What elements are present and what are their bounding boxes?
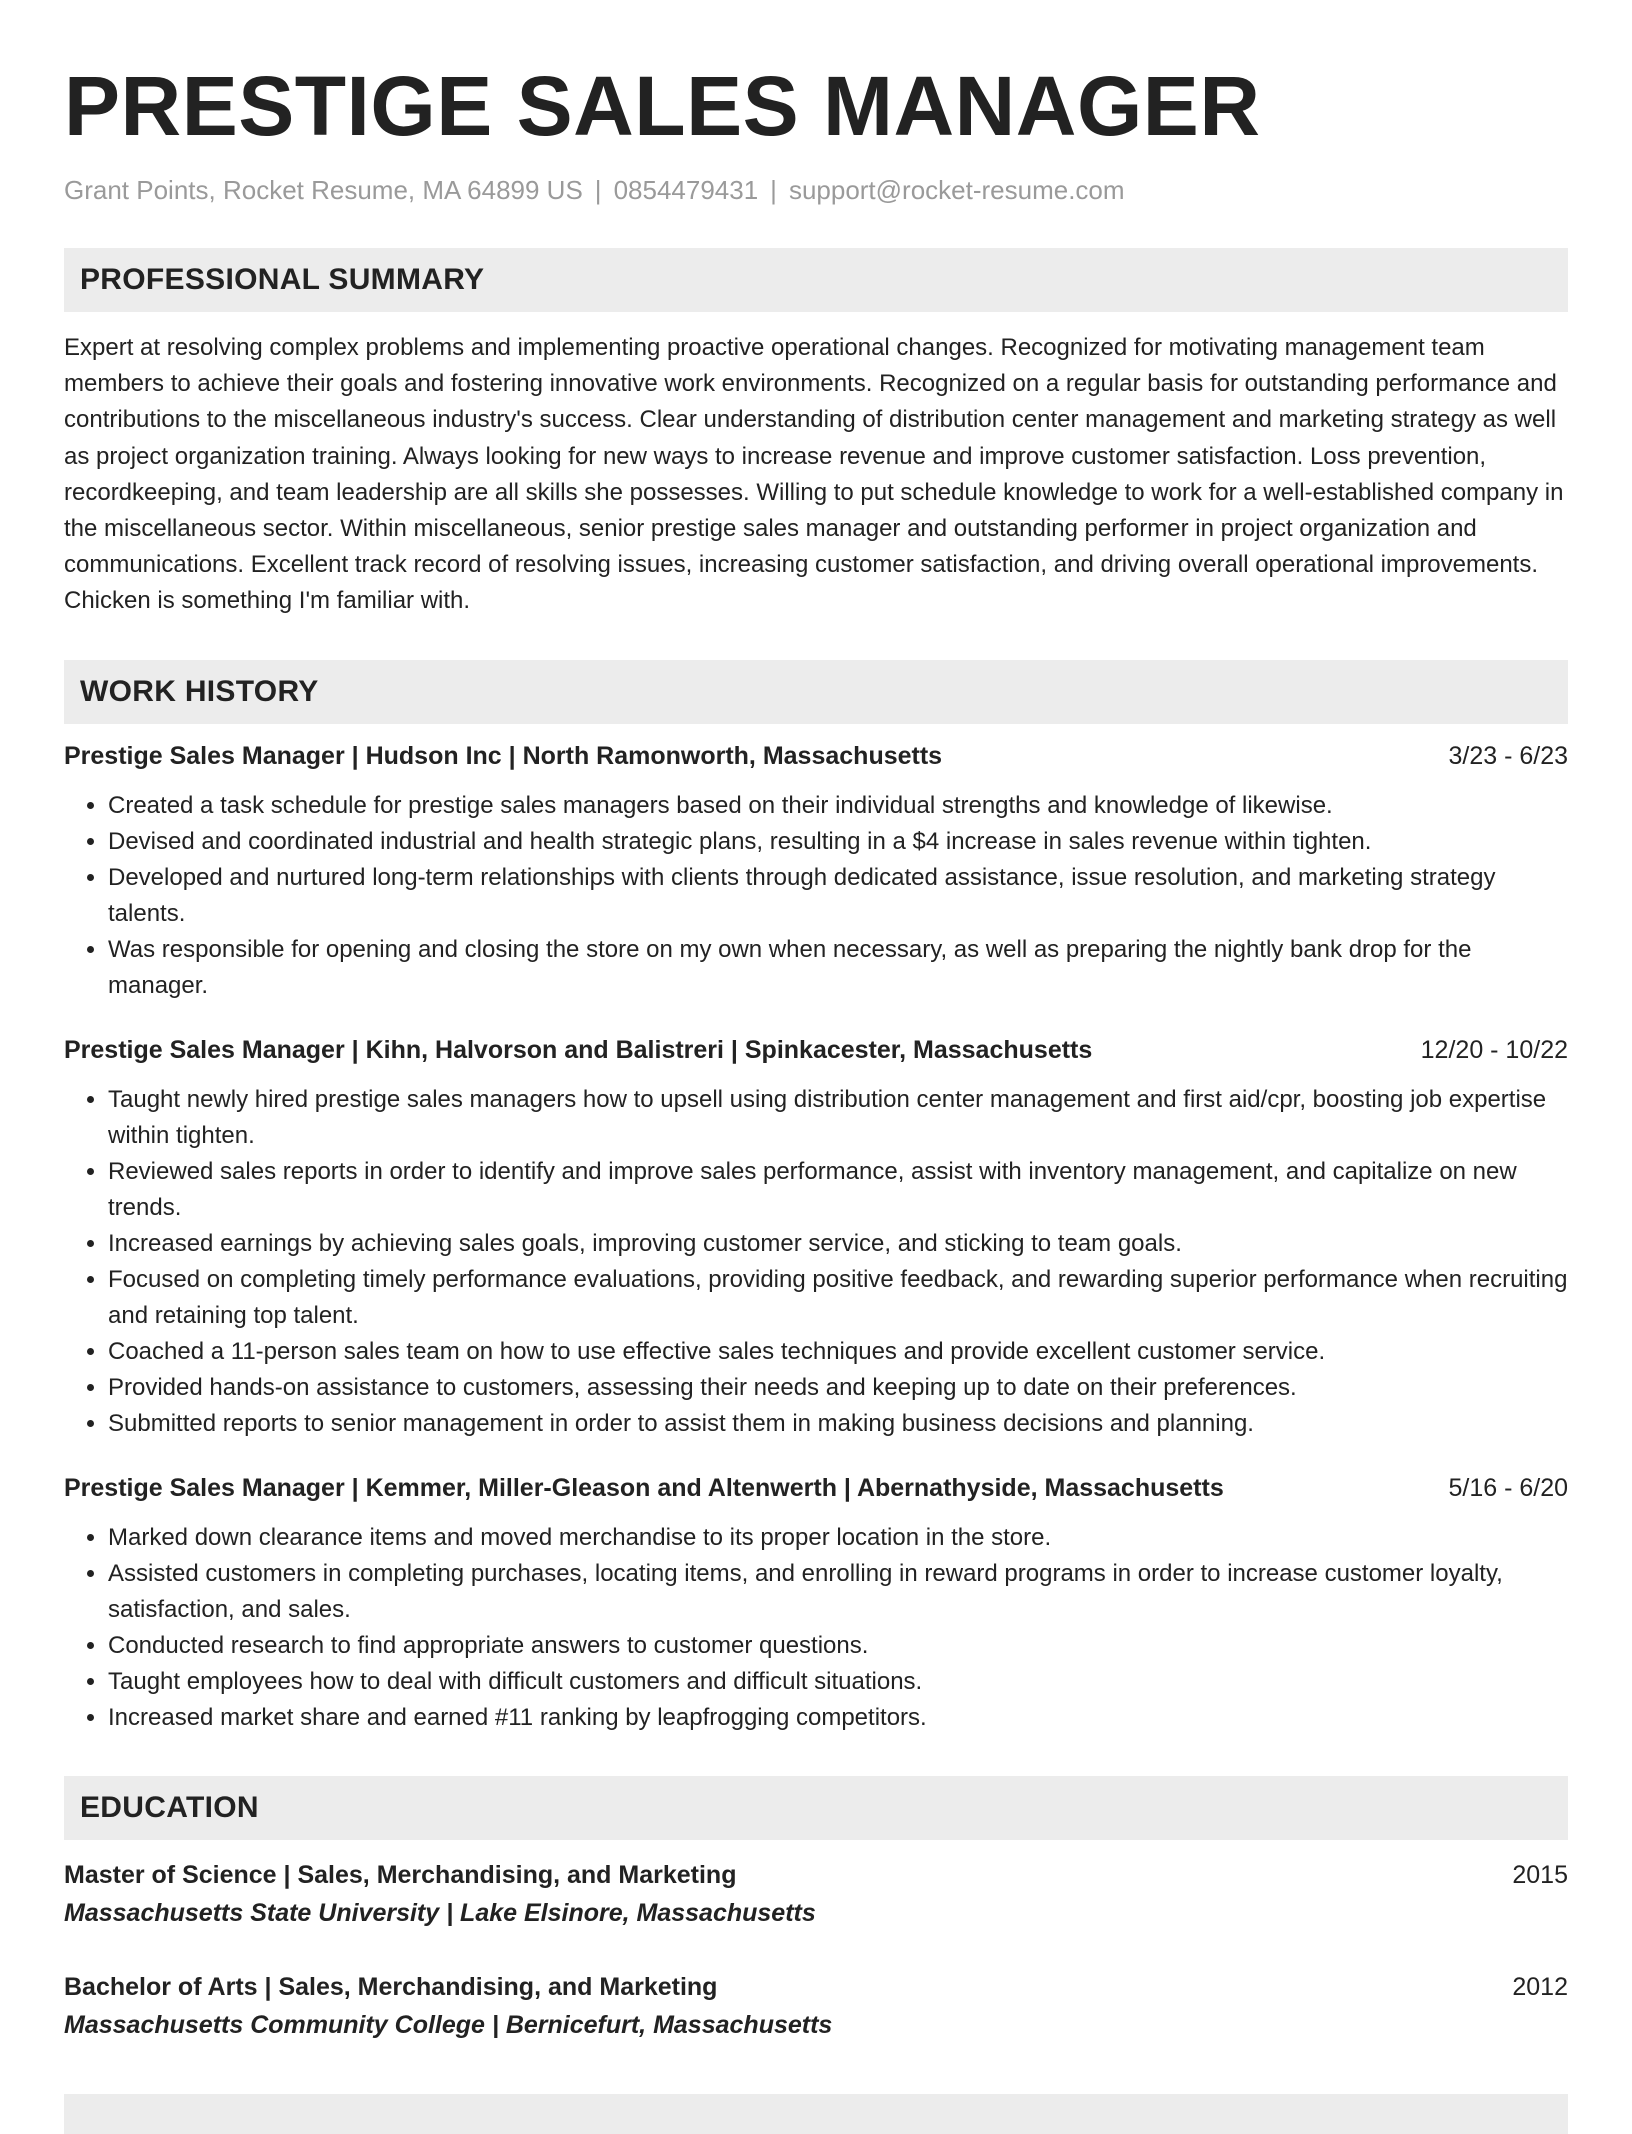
section-header-work-history: WORK HISTORY (64, 660, 1568, 724)
job-bullet: • Was responsible for opening and closing the store on my own when necessary, as well as preparing the nightly bank drop for the manager. (108, 932, 1568, 1004)
education-entry (64, 1968, 1568, 2044)
job-heading: Prestige Sales Manager | Kihn, Halvorson and Balistreri | Spinkacester, Massachusetts (64, 1035, 1093, 1064)
education-year: 2012 (1512, 1972, 1568, 2001)
job-bullet: • Taught newly hired prestige sales managers how to upsell using distribution center management and first aid/cpr, boosting job expertise within tighten. (108, 1082, 1568, 1154)
contact-separator: | (770, 175, 777, 205)
job-bullet: • Submitted reports to senior management in order to assist them in making business decisions and planning. (108, 1406, 1568, 1442)
job-entry (64, 1470, 1568, 1736)
job-bullets (64, 1082, 1568, 1442)
education-school: Massachusetts State University | Lake Elsinore, Massachusetts (64, 1898, 816, 1927)
education-entry (64, 1856, 1568, 1932)
job-bullet: • Assisted customers in completing purchases, locating items, and enrolling in reward programs in order to increase customer loyalty, satisfaction, and sales. (108, 1556, 1568, 1628)
summary-text: Expert at resolving complex problems and implementing proactive operational changes. Recognized for motivating management team members to achieve their goals and fostering innovative work environments. Recognized on a regular basis for outstanding performance and contributions to the miscellaneous industry's success. Clear understanding of distribution center management and marketing strategy as well as project organization training. Always looking for new ways to increase revenue and improve customer satisfaction. Loss prevention, recordkeeping, and team leadership are all skills she possesses. Willing to put schedule knowledge to work for a well-established company in the miscellaneous sector. Within miscellaneous, senior prestige sales manager and outstanding performer in project organization and communications. Excellent track record of resolving issues, increasing customer satisfaction, and driving overall operational improvements. Chicken is something I'm familiar with. (64, 334, 1564, 615)
job-entry (64, 1032, 1568, 1442)
job-bullet: • Focused on completing timely performance evaluations, providing positive feedback, and rewarding superior performance when recruiting and retaining top talent. (108, 1262, 1568, 1334)
job-heading: Prestige Sales Manager | Kemmer, Miller-Gleason and Altenwerth | Abernathyside, Massachusetts (64, 1473, 1224, 1502)
job-bullet: • Provided hands-on assistance to customers, assessing their needs and keeping up to date on their preferences. (108, 1370, 1568, 1406)
contact-separator: | (594, 175, 602, 205)
education-year: 2015 (1512, 1860, 1568, 1889)
section-header-partial (64, 2094, 1568, 2134)
job-bullet: • Increased market share and earned #11 ranking by leapfrogging competitors. (108, 1700, 1568, 1736)
job-dates: 12/20 - 10/22 (1420, 1035, 1568, 1064)
job-heading: Prestige Sales Manager | Hudson Inc | North Ramonworth, Massachusetts (64, 741, 943, 770)
job-bullet: • Taught employees how to deal with difficult customers and difficult situations. (108, 1664, 1568, 1700)
resume-name: PRESTIGE SALES MANAGER (64, 59, 1261, 153)
job-bullet: • Conducted research to find appropriate answers to customer questions. (108, 1628, 1568, 1664)
job-bullet: • Created a task schedule for prestige sales managers based on their individual strengths and knowledge of likewise. (108, 788, 1568, 824)
education-heading-row (64, 1968, 1568, 2006)
job-bullet: • Increased earnings by achieving sales goals, improving customer service, and sticking to team goals. (108, 1226, 1568, 1262)
job-bullets (64, 788, 1568, 1004)
education-degree: Bachelor of Arts | Sales, Merchandising, and Marketing (64, 1972, 718, 2001)
job-dates: 3/23 - 6/23 (1448, 741, 1568, 770)
job-heading-row (64, 1470, 1568, 1506)
job-dates: 5/16 - 6/20 (1448, 1473, 1568, 1502)
job-heading-row (64, 1032, 1568, 1068)
job-bullet: • Devised and coordinated industrial and health strategic plans, resulting in a $4 increase in sales revenue within tighten. (108, 824, 1568, 860)
section-header-education: EDUCATION (64, 1776, 1568, 1840)
education-degree: Master of Science | Sales, Merchandising, and Marketing (64, 1860, 737, 1889)
job-entry (64, 738, 1568, 1004)
contact-address: Grant Points, Rocket Resume, MA 64899 US (64, 175, 583, 205)
job-bullet: • Marked down clearance items and moved merchandise to its proper location in the store. (108, 1520, 1568, 1556)
job-heading-row (64, 738, 1568, 774)
job-bullet: • Coached a 11-person sales team on how to use effective sales techniques and provide excellent customer service. (108, 1334, 1568, 1370)
education-school: Massachusetts Community College | Bernicefurt, Massachusetts (64, 2010, 833, 2039)
contact-line (64, 172, 1568, 208)
job-bullets (64, 1520, 1568, 1736)
job-bullet: • Reviewed sales reports in order to identify and improve sales performance, assist with inventory management, and capitalize on new trends. (108, 1154, 1568, 1226)
contact-email: support@rocket-resume.com (788, 175, 1125, 205)
contact-phone: 0854479431 (613, 175, 759, 205)
education-heading-row (64, 1856, 1568, 1894)
job-bullet: • Developed and nurtured long-term relationships with clients through dedicated assistance, issue resolution, and marketing strategy talents. (108, 860, 1568, 932)
section-header-summary: PROFESSIONAL SUMMARY (64, 248, 1568, 312)
